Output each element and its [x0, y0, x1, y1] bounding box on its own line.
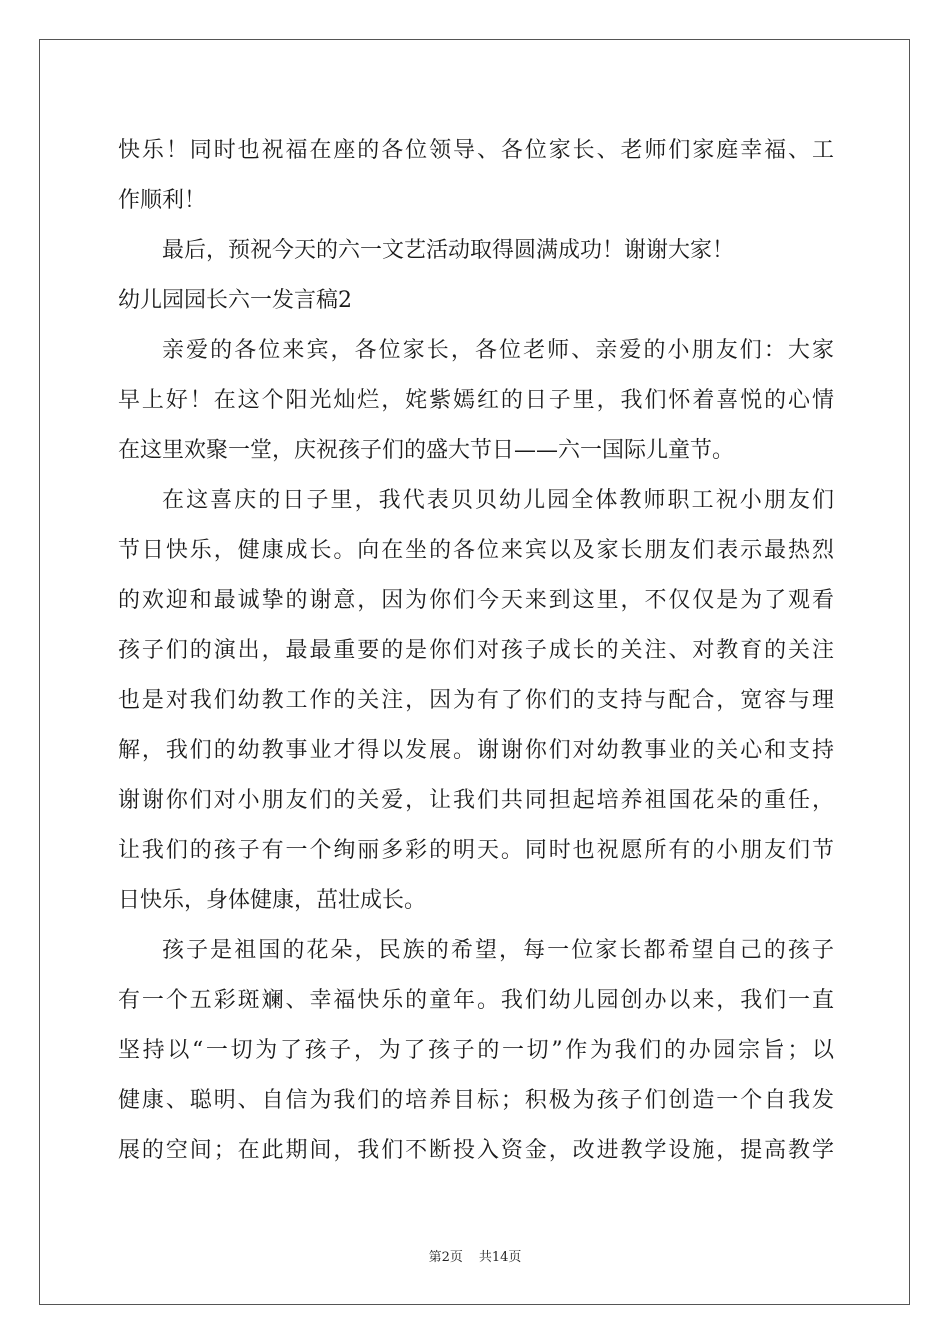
text-line: 早上好！在这个阳光灿烂，姹紫嫣红的日子里，我们怀着喜悦的心情	[118, 388, 834, 413]
text-line: 孩子们的演出，最最重要的是你们对孩子成长的关注、对教育的关注	[118, 638, 834, 663]
section-heading: 幼儿园园长六一发言稿2	[118, 288, 352, 313]
text-line: 孩子是祖国的花朵，民族的希望，每一位家长都希望自己的孩子	[162, 938, 834, 963]
text-line: 谢谢你们对小朋友们的关爱，让我们共同担起培养祖国花朵的重任，	[118, 788, 834, 813]
text-line: 节日快乐，健康成长。向在坐的各位来宾以及家长朋友们表示最热烈	[118, 538, 834, 563]
text-line: 在这里欢聚一堂，庆祝孩子们的盛大节日——六一国际儿童节。	[118, 438, 735, 463]
page-footer	[0, 1246, 950, 1265]
text-line: 坚持以“一切为了孩子，为了孩子的一切”作为我们的办园宗旨；以	[118, 1038, 834, 1063]
text-line: 健康、聪明、自信为我们的培养目标；积极为孩子们创造一个自我发	[118, 1088, 834, 1113]
text-line: 让我们的孩子有一个绚丽多彩的明天。同时也祝愿所有的小朋友们节	[118, 838, 834, 863]
text-line: 亲爱的各位来宾，各位家长，各位老师、亲爱的小朋友们：大家	[162, 338, 834, 363]
page-number: 第2页	[428, 1250, 463, 1265]
text-line: 最后，预祝今天的六一文艺活动取得圆满成功！谢谢大家！	[162, 238, 735, 263]
text-line: 展的空间；在此期间，我们不断投入资金，改进教学设施，提高教学	[118, 1138, 834, 1163]
text-line: 的欢迎和最诚挚的谢意，因为你们今天来到这里，不仅仅是为了观看	[118, 588, 834, 613]
document-body	[118, 126, 834, 1176]
text-line: 在这喜庆的日子里，我代表贝贝幼儿园全体教师职工祝小朋友们	[162, 488, 834, 513]
text-line: 日快乐，身体健康，茁壮成长。	[118, 888, 427, 913]
page-total: 共14页	[478, 1250, 522, 1265]
text-line: 作顺利！	[118, 188, 207, 213]
text-line: 有一个五彩斑斓、幸福快乐的童年。我们幼儿园创办以来，我们一直	[118, 988, 834, 1013]
text-line: 解，我们的幼教事业才得以发展。谢谢你们对幼教事业的关心和支持	[118, 738, 834, 763]
text-line: 快乐！同时也祝福在座的各位领导、各位家长、老师们家庭幸福、工	[118, 138, 834, 163]
text-line: 也是对我们幼教工作的关注，因为有了你们的支持与配合，宽容与理	[118, 688, 834, 713]
